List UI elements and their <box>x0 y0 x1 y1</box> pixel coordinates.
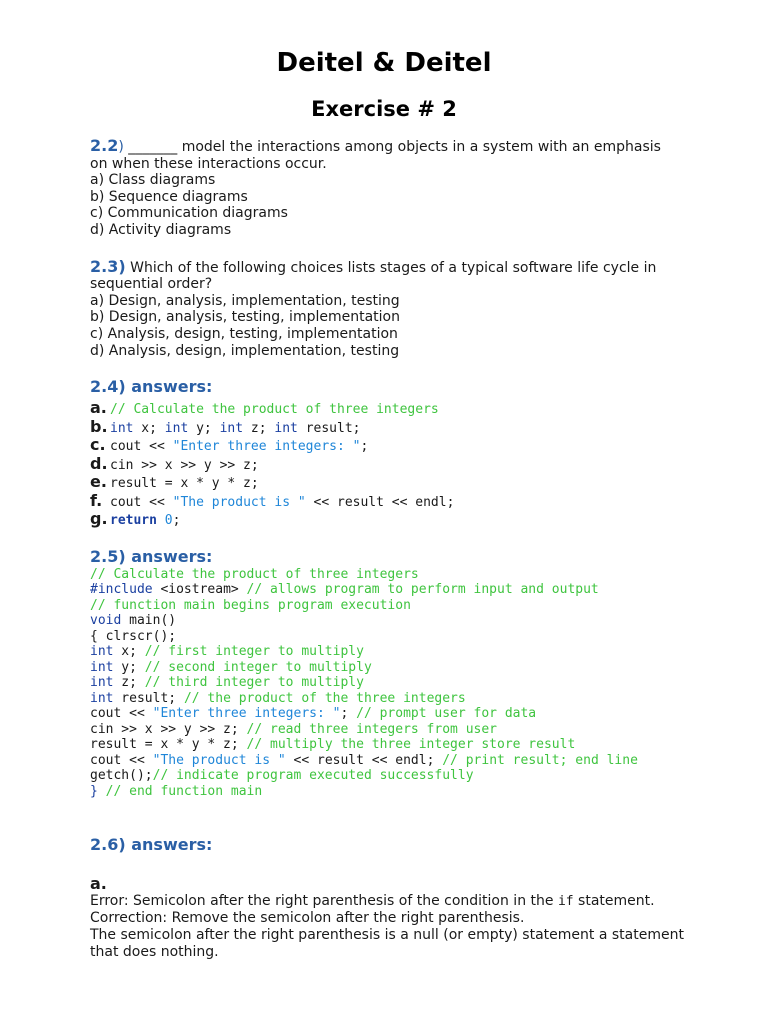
code-text: z; <box>243 420 275 436</box>
choice-c: c) Analysis, design, testing, implementation <box>90 325 398 342</box>
code-keyword: int <box>90 644 114 660</box>
code-text: x; <box>113 644 145 660</box>
answer-label: d. <box>90 453 108 473</box>
answer-a <box>90 399 700 418</box>
answer-label: a. <box>90 398 107 418</box>
code-text: ; <box>340 706 357 722</box>
code-line <box>90 706 700 722</box>
choice-a: a) Design, analysis, implementation, testing <box>90 292 400 309</box>
document-body <box>90 138 700 961</box>
code-comment: // indicate program executed successfully <box>152 768 474 784</box>
stem-text: model the interactions among objects in a system with an emphasis <box>177 139 661 155</box>
question-number: 2.2 <box>90 136 119 155</box>
question-number: 2.3) <box>90 256 126 276</box>
answer-b <box>90 418 700 437</box>
section-heading: 2.6) answers: <box>90 835 213 855</box>
blank: _______ <box>128 139 178 155</box>
question-2-2 <box>90 138 700 239</box>
code-line <box>90 582 700 598</box>
code-keyword: int <box>164 420 189 436</box>
question-2-3-stem <box>90 256 700 277</box>
code-line <box>90 753 700 769</box>
code-text: y; <box>188 420 220 436</box>
code-comment: // print result; end line <box>442 752 638 768</box>
answer-label: a. <box>90 874 107 894</box>
error-text-end: statement. <box>573 893 655 910</box>
code-comment: // multiply the three integer store result <box>246 737 576 753</box>
code-text: cin >> x >> y >> z; <box>110 457 259 473</box>
code-text: cout << <box>90 706 153 722</box>
code-number: 0 <box>156 513 173 529</box>
answer-body <box>90 893 700 961</box>
stem-text: Which of the following choices lists stages of a typical software life cycle in <box>130 259 657 276</box>
answer-g <box>90 510 700 529</box>
code-text: << result << endl; <box>285 752 443 768</box>
question-paren: ) <box>118 139 124 155</box>
code-line <box>90 691 700 707</box>
error-line <box>90 893 700 910</box>
choice-d: d) Analysis, design, implementation, testing <box>90 342 400 359</box>
code-text: result = x * y * z; <box>90 737 247 753</box>
code-text: result; <box>113 690 184 706</box>
code-line: // function main begins program execution <box>90 597 411 613</box>
code-line <box>90 722 700 738</box>
choice-a: a) Class diagrams <box>90 172 216 189</box>
stem-text-continued: sequential order? <box>90 276 213 293</box>
code-brace: } <box>90 783 98 799</box>
correction-line: Correction: Remove the semicolon after the right parenthesis. <box>90 910 525 927</box>
answer-d <box>90 455 700 474</box>
question-2-3 <box>90 256 700 360</box>
choice-c: c) Communication diagrams <box>90 205 288 222</box>
code-text: getch(); <box>90 768 153 784</box>
code-keyword: int <box>110 420 134 436</box>
explanation-line: The semicolon after the right parenthesis is a null (or empty) statement a statement <box>90 927 684 944</box>
code-text: x; <box>133 420 165 436</box>
code-text: cout << <box>110 494 173 510</box>
code-line: // Calculate the product of three integers <box>90 566 419 582</box>
code-text: cout << <box>110 439 173 455</box>
code-comment: // first integer to multiply <box>144 644 364 660</box>
section-heading: 2.5) answers: <box>90 546 213 566</box>
code-string: "Enter three integers: " <box>152 706 341 722</box>
code-line <box>90 737 700 753</box>
answer-label: e. <box>90 472 107 492</box>
code-keyword: return <box>110 513 157 529</box>
code-keyword: int <box>274 420 298 436</box>
stem-text-continued: on when these interactions occur. <box>90 155 327 172</box>
answer-f <box>90 492 700 511</box>
code-line <box>90 644 700 660</box>
code-line <box>90 660 700 676</box>
code-keyword: int <box>90 659 114 675</box>
code-text: result; <box>297 420 361 436</box>
code-keyword: if <box>557 894 574 910</box>
code-comment: // allows program to perform input and output <box>246 582 599 598</box>
code-comment: // second integer to multiply <box>144 659 372 675</box>
code-comment: // read three integers from user <box>246 721 497 737</box>
code-keyword: int <box>90 675 114 691</box>
section-heading: 2.4) answers: <box>90 377 213 397</box>
code-text: main() <box>121 613 177 629</box>
code-text: cout << <box>90 752 153 768</box>
code-line <box>90 784 700 800</box>
code-string: "The product is " <box>152 752 286 768</box>
code-text: ; <box>172 513 181 529</box>
code-listing <box>90 567 700 800</box>
code-comment: // end function main <box>97 783 263 799</box>
code-keyword: #include <box>90 582 153 598</box>
error-text: Error: Semicolon after the right parenthesis of the condition in the <box>90 893 558 910</box>
code-comment: // the product of the three integers <box>183 690 466 706</box>
code-line <box>90 768 700 784</box>
code-text: <iostream> <box>152 582 247 598</box>
question-2-4 <box>90 377 700 529</box>
code-text: result = x * y * z; <box>110 476 259 492</box>
document-title: Deitel & Deitel <box>276 48 492 78</box>
question-2-5 <box>90 547 700 800</box>
code-line <box>90 613 700 629</box>
choice-b: b) Sequence diagrams <box>90 188 248 205</box>
explanation-line-continued: that does nothing. <box>90 944 219 961</box>
code-keyword: int <box>219 420 244 436</box>
code-text: cin >> x >> y >> z; <box>90 721 247 737</box>
exercise-title: Exercise # 2 <box>311 97 457 121</box>
code-comment: // third integer to multiply <box>144 675 364 691</box>
code-keyword: int <box>90 690 114 706</box>
choice-b: b) Design, analysis, testing, implementation <box>90 309 400 326</box>
code-text: << result << endl; <box>305 494 455 510</box>
code-line: { clrscr(); <box>90 628 177 644</box>
code-string: "The product is " <box>172 494 306 510</box>
code-text: z; <box>113 675 145 691</box>
answer-label: c. <box>90 435 106 455</box>
code-comment: // prompt user for data <box>356 706 537 722</box>
code-keyword: void <box>90 613 122 629</box>
choice-d: d) Activity diagrams <box>90 221 232 238</box>
answer-label: b. <box>90 416 108 436</box>
answer-label: g. <box>90 509 108 529</box>
answer-label: f. <box>90 490 103 510</box>
answer-c <box>90 436 700 455</box>
code-line <box>90 675 700 691</box>
code-string: "Enter three integers: " <box>172 439 361 455</box>
code-text: y; <box>113 659 145 675</box>
question-2-6 <box>90 835 700 961</box>
code-comment: // Calculate the product of three integers <box>110 402 439 418</box>
code-text: ; <box>360 439 369 455</box>
question-2-2-stem <box>90 138 700 156</box>
answer-e <box>90 473 700 492</box>
